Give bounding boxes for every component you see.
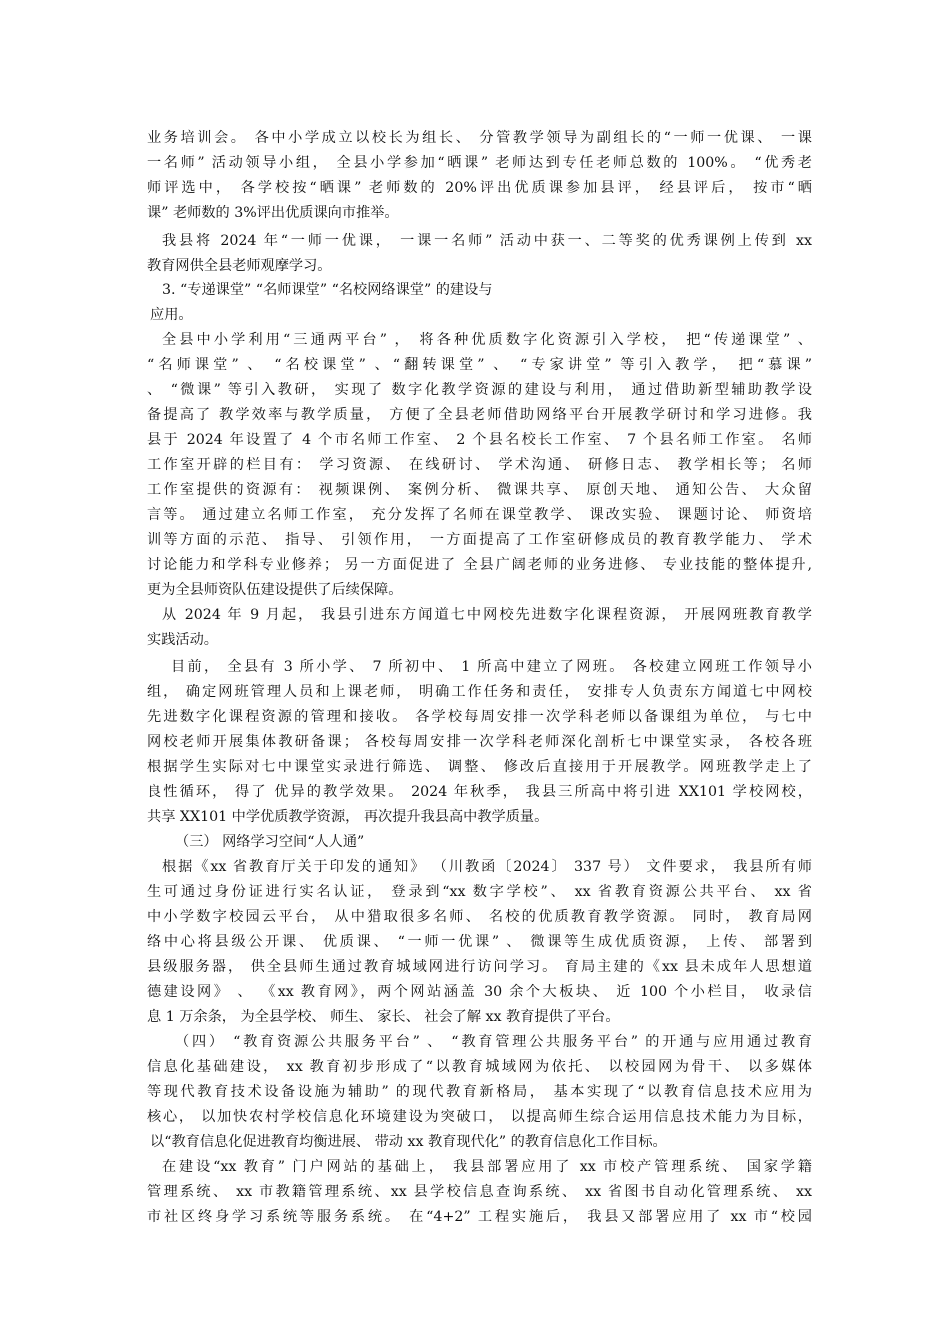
section-heading: （三） 网络学习空间“人人通” [175,834,365,850]
text-line: 课” 老师数的 3%评出优质课向市推举。 [147,205,399,221]
text-line: 良性循环， 得了 优异的教学效果。 2024 年秋季， 我县三所高中将引进 XX101 学校网校， [147,784,812,800]
text-line: 应用。 [150,307,193,323]
text-line: 师评选中， 各学校按“晒课” 老师数的 20%评出优质课参加县评， 经县评后， 按市“晒 [147,180,812,196]
text-line: 从 2024 年 9 月起， 我县引进东方闻道七中网校先进数字化课程资源， 开展网班教育教学 [162,607,812,623]
text-line: 管理系统、 xx 市教籍管理系统、xx 县学校信息查询系统、 xx 省图书自动化管理系统、 xx [147,1184,812,1200]
text-line: 我县将 2024 年“一师一优课， 一课一名师” 活动中获一、二等奖的优秀课例上传到 xx [162,233,812,249]
text-line: 先进数字化课程资源的管理和接收。 各学校每周安排一次学科老师以备课组为单位， 与七中 [147,709,812,725]
text-line: 更为全县师资队伍建设提供了后续保障。 [147,582,403,598]
text-line: 市社区终身学习系统等服务系统。 在“4+2” 工程实施后， 我县又部署应用了 xx 市“校园 [147,1209,812,1225]
text-line: 教育网供全县老师观摩学习。 [147,258,332,274]
text-line: 实践活动。 [147,632,218,648]
text-line: 全县中小学利用“三通两平台” ， 将各种优质数字化资源引入学校， 把“传递课堂” 、 [162,332,812,348]
text-line: 以“教育信息化促进教育均衡进展、 带动 xx 教育现代化” 的教育信息化工作目标。 [150,1134,667,1150]
text-line: 络中心将县级公开课、 优质课、 “一师一优课” 、 微课等生成优质资源， 上传、 部署到 [147,934,812,950]
text-line: 息 1 万余条， 为全县学校、 师生、 家长、 社会了解 xx 教育提供了平台。 [147,1009,620,1025]
text-line: 根据《xx 省教育厅关于印发的通知》 （川教函〔2024〕 337 号） 文件要求， 我县所有师 [162,859,812,875]
text-line: 生可通过身份证进行实名认证， 登录到“xx 数字学校”、 xx 省教育资源公共平台、 xx 省 [147,884,812,900]
text-line: 县于 2024 年设置了 4 个市名师工作室、 2 个县名校长工作室、 7 个县名师工作室。 名师 [147,432,812,448]
text-line: 中小学数字校园云平台， 从中猎取很多名师、 名校的优质教育教学资源。 同时， 教育局网 [147,909,812,925]
text-line: 训等方面的示范、 指导、 引领作用， 一方面提高了工作室研修成员的教育教学能力、 学术 [147,532,812,548]
text-line: 等现代教育技术设备设施为辅助” 的现代教育新格局， 基本实现了“以教育信息技术应用为 [147,1084,812,1100]
text-line: 信息化基础建设， xx 教育初步形成了“以教育城域网为依托、 以校园网为骨干、 以多媒体 [147,1059,812,1075]
text-line: 言等。 通过建立名师工作室， 充分发挥了名师在课堂教学、 课改实验、 课题讨论、 师资培 [147,507,812,523]
text-line: 核心， 以加快农村学校信息化环境建设为突破口， 以提高师生综合运用信息技术能力为目标， [147,1109,812,1125]
text-line: 网校老师开展集体教研备课； 各校每周安排一次学科老师深化剖析七中课堂实录， 各校各班 [147,734,812,750]
text-line: 县级服务器， 供全县师生通过教育城域网进行访问学习。 育局主建的《xx 县未成年人思想道 [147,959,812,975]
text-line: 根据学生实际对七中课堂实录进行筛选、 调整、 修改后直接用于开展教学。网班教学走上了 [147,759,812,775]
section-heading: （四） “教育资源公共服务平台” 、 “教育管理公共服务平台” 的开通与应用通过教育 [175,1034,812,1050]
text-line: 工作室提供的资源有： 视频课例、 案例分析、 微课共享、 原创天地、 通知公告、 大众留 [147,482,812,498]
text-line: 工作室开辟的栏目有： 学习资源、 在线研讨、 学术沟通、 研修日志、 教学相长等； 名师 [147,457,812,473]
text-line: 备提高了 教学效率与教学质量， 方便了全县老师借助网络平台开展教学研讨和学习进修。我 [147,407,812,423]
text-line: 讨论能力和学科专业修养； 另一方面促进了 全县广阔老师的业务进修、 专业技能的整体提升, [147,557,812,573]
text-line: 目前， 全县有 3 所小学、 7 所初中、 1 所高中建立了网班。 各校建立网班工作领导小 [171,659,812,675]
text-line: 在建设“xx 教育” 门户网站的基础上， 我县部署应用了 xx 市校产管理系统、 国家学籍 [162,1159,812,1175]
text-line: 、 “微课” 等引入教研， 实现了 数字化教学资源的建设与利用， 通过借助新型辅助教学设 [147,382,812,398]
text-line: 德建设网》 、 《xx 教育网》，两个网站涵盖 30 余个大板块、 近 100 个小栏目， 收录信 [147,984,812,1000]
text-line: 一名师” 活动领导小组， 全县小学参加“晒课” 老师达到专任老师总数的 100%。 “优秀老 [147,155,812,171]
text-line: “名师课堂” 、 “名校课堂” 、“翻转课堂” 、 “专家讲堂” 等引入教学， 把“慕课” [147,357,812,373]
section-heading: 3. “专递课堂” “名师课堂” “名校网络课堂” 的建设与 [162,282,493,298]
text-line: 业务培训会。 各中小学成立以校长为组长、 分管教学领导为副组长的“一师一优课、 一课 [147,130,812,146]
text-line: 共享 XX101 中学优质教学资源， 再次提升我县高中教学质量。 [147,809,549,825]
text-line: 组， 确定网班管理人员和上课老师， 明确工作任务和责任， 安排专人负责东方闻道七中网校 [147,684,812,700]
